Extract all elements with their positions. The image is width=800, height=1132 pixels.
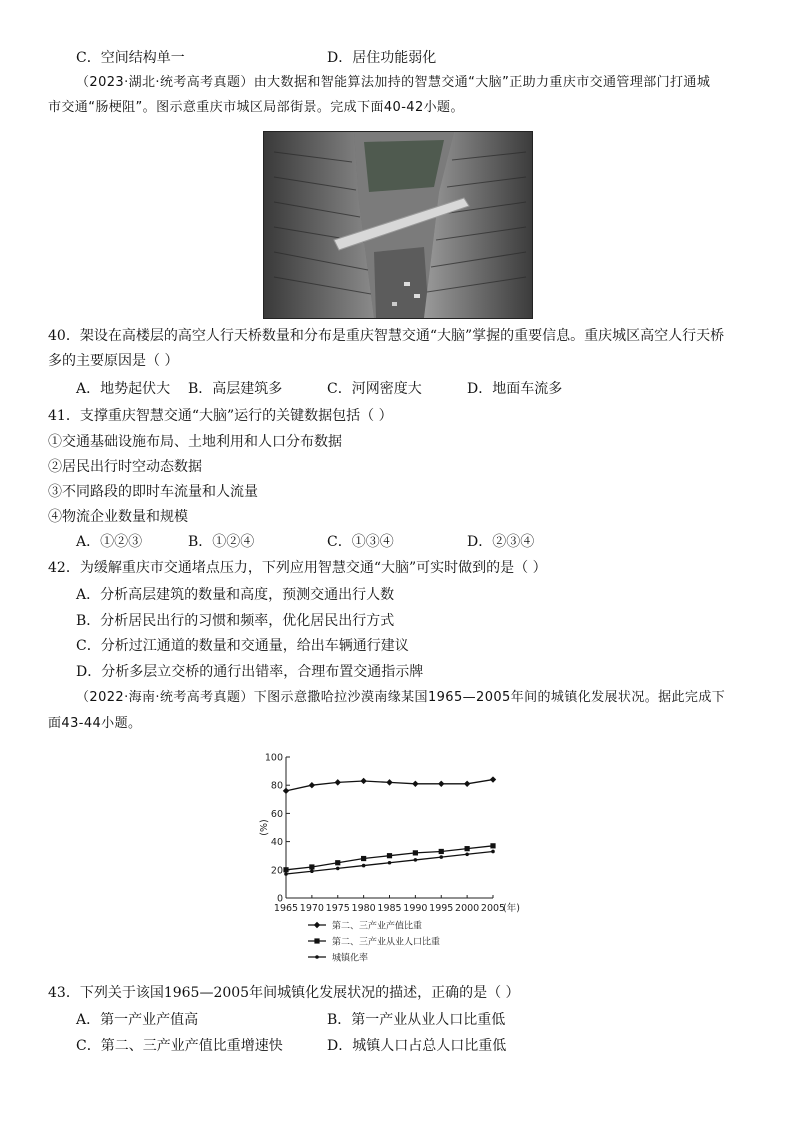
urbanization-line-chart <box>255 745 545 970</box>
data-point <box>491 850 495 854</box>
x-tick-label: 1965 <box>273 903 299 914</box>
q41-option-c[interactable]: C．①③④ <box>327 534 394 550</box>
q40-option-b[interactable]: B．高层建筑多 <box>188 381 283 397</box>
intro-43-44-line1: （2022·海南·统考高考真题）下图示意撒哈拉沙漠南缘某国1965—2005年间的城镇化发展状况。据此完成下 <box>76 690 726 705</box>
legend-entry: 第二、三产业从业人口比重 <box>332 937 441 948</box>
data-point <box>360 778 366 784</box>
y-tick-label: 0 <box>276 893 283 905</box>
data-point <box>414 858 418 862</box>
q41-item-1: ①交通基础设施布局、土地利用和人口分布数据 <box>48 434 342 450</box>
y-axis-label: (%) <box>259 819 270 836</box>
intro-43-44-line2: 面43-44小题。 <box>48 716 142 731</box>
data-point <box>465 846 470 851</box>
q40-stem-line1: 40．架设在高楼层的高空人行天桥数量和分布是重庆智慧交通“大脑”掌握的重要信息。重庆城区高空人行天桥 <box>48 328 725 344</box>
data-point <box>314 922 320 928</box>
q42-option-c[interactable]: C．分析过江通道的数量和交通量，给出车辆通行建议 <box>76 638 409 654</box>
data-point <box>490 843 495 848</box>
q41-item-4: ④物流企业数量和规模 <box>48 509 188 525</box>
data-point <box>315 955 319 959</box>
q41-stem: 41．支撑重庆智慧交通“大脑”运行的关键数据包括（ ） <box>48 408 393 424</box>
data-point <box>412 781 418 787</box>
intro-40-42-line2: 市交通“肠梗阻”。图示意重庆市城区局部街景。完成下面40-42小题。 <box>48 100 464 115</box>
q39-option-d[interactable]: D．居住功能弱化 <box>327 50 437 66</box>
x-axis-label: (年) <box>503 903 520 914</box>
chongqing-street-photo <box>263 131 533 319</box>
q42-option-d[interactable]: D．分析多层立交桥的通行出错率，合理布置交通指示牌 <box>76 664 424 680</box>
legend-entry: 第二、三产业产值比重 <box>332 921 423 932</box>
y-tick-label: 80 <box>270 780 283 792</box>
data-point <box>362 864 366 868</box>
q42-option-b[interactable]: B．分析居民出行的习惯和频率，优化居民出行方式 <box>76 613 395 629</box>
y-tick-label: 40 <box>270 837 283 849</box>
q43-option-a[interactable]: A．第一产业产值高 <box>76 1012 199 1028</box>
x-tick-label: 1995 <box>429 903 454 914</box>
data-point <box>310 869 314 873</box>
data-point <box>388 861 392 865</box>
intro-40-42-line1: （2023·湖北·统考高考真题）由大数据和智能算法加持的智慧交通“大脑”正助力重庆市交通管理部门打通城 <box>76 75 711 90</box>
q40-option-a[interactable]: A．地势起伏大 <box>76 381 171 397</box>
y-tick-label: 100 <box>264 752 283 764</box>
data-point <box>336 867 340 871</box>
data-point <box>314 938 319 943</box>
q43-stem: 43．下列关于该国1965—2005年间城镇化发展状况的描述，正确的是（ ） <box>48 985 520 1001</box>
data-point <box>387 853 392 858</box>
data-point <box>309 864 314 869</box>
data-point <box>283 788 289 794</box>
q40-stem-line2: 多的主要原因是（ ） <box>48 353 179 369</box>
x-tick-label: 1970 <box>299 903 324 914</box>
q40-option-c[interactable]: C．河网密度大 <box>327 381 422 397</box>
x-tick-label: 2000 <box>455 903 480 914</box>
legend-entry: 城镇化率 <box>332 953 369 964</box>
q41-option-d[interactable]: D．②③④ <box>467 534 535 550</box>
data-point <box>284 872 288 876</box>
data-point <box>464 781 470 787</box>
q41-option-b[interactable]: B．①②④ <box>188 534 255 550</box>
q41-option-a[interactable]: A．①②③ <box>76 534 143 550</box>
q43-option-c[interactable]: C．第二、三产业产值比重增速快 <box>76 1038 283 1054</box>
data-point <box>439 849 444 854</box>
data-point <box>283 867 288 872</box>
x-tick-label: 1990 <box>403 903 428 914</box>
y-tick-label: 60 <box>270 808 283 820</box>
q42-option-a[interactable]: A．分析高层建筑的数量和高度，预测交通出行人数 <box>76 587 395 603</box>
data-point <box>335 860 340 865</box>
data-point <box>465 852 469 856</box>
data-point <box>413 850 418 855</box>
x-tick-label: 2005 <box>480 903 506 914</box>
y-tick-label: 20 <box>270 865 283 877</box>
q43-option-b[interactable]: B．第一产业从业人口比重低 <box>327 1012 506 1028</box>
data-point <box>439 855 443 859</box>
data-point <box>490 776 496 782</box>
data-point <box>361 856 366 861</box>
q39-option-c[interactable]: C．空间结构单一 <box>76 50 185 66</box>
x-tick-label: 1985 <box>377 903 402 914</box>
data-point <box>309 782 315 788</box>
q40-option-d[interactable]: D．地面车流多 <box>467 381 563 397</box>
q41-item-2: ②居民出行时空动态数据 <box>48 459 202 475</box>
x-tick-label: 1975 <box>325 903 350 914</box>
q43-option-d[interactable]: D．城镇人口占总人口比重低 <box>327 1038 507 1054</box>
data-point <box>335 779 341 785</box>
x-tick-label: 1980 <box>351 903 376 914</box>
q42-stem: 42．为缓解重庆市交通堵点压力，下列应用智慧交通“大脑”可实时做到的是（ ） <box>48 560 547 576</box>
q41-item-3: ③不同路段的即时车流量和人流量 <box>48 484 258 500</box>
data-point <box>438 781 444 787</box>
data-point <box>386 779 392 785</box>
